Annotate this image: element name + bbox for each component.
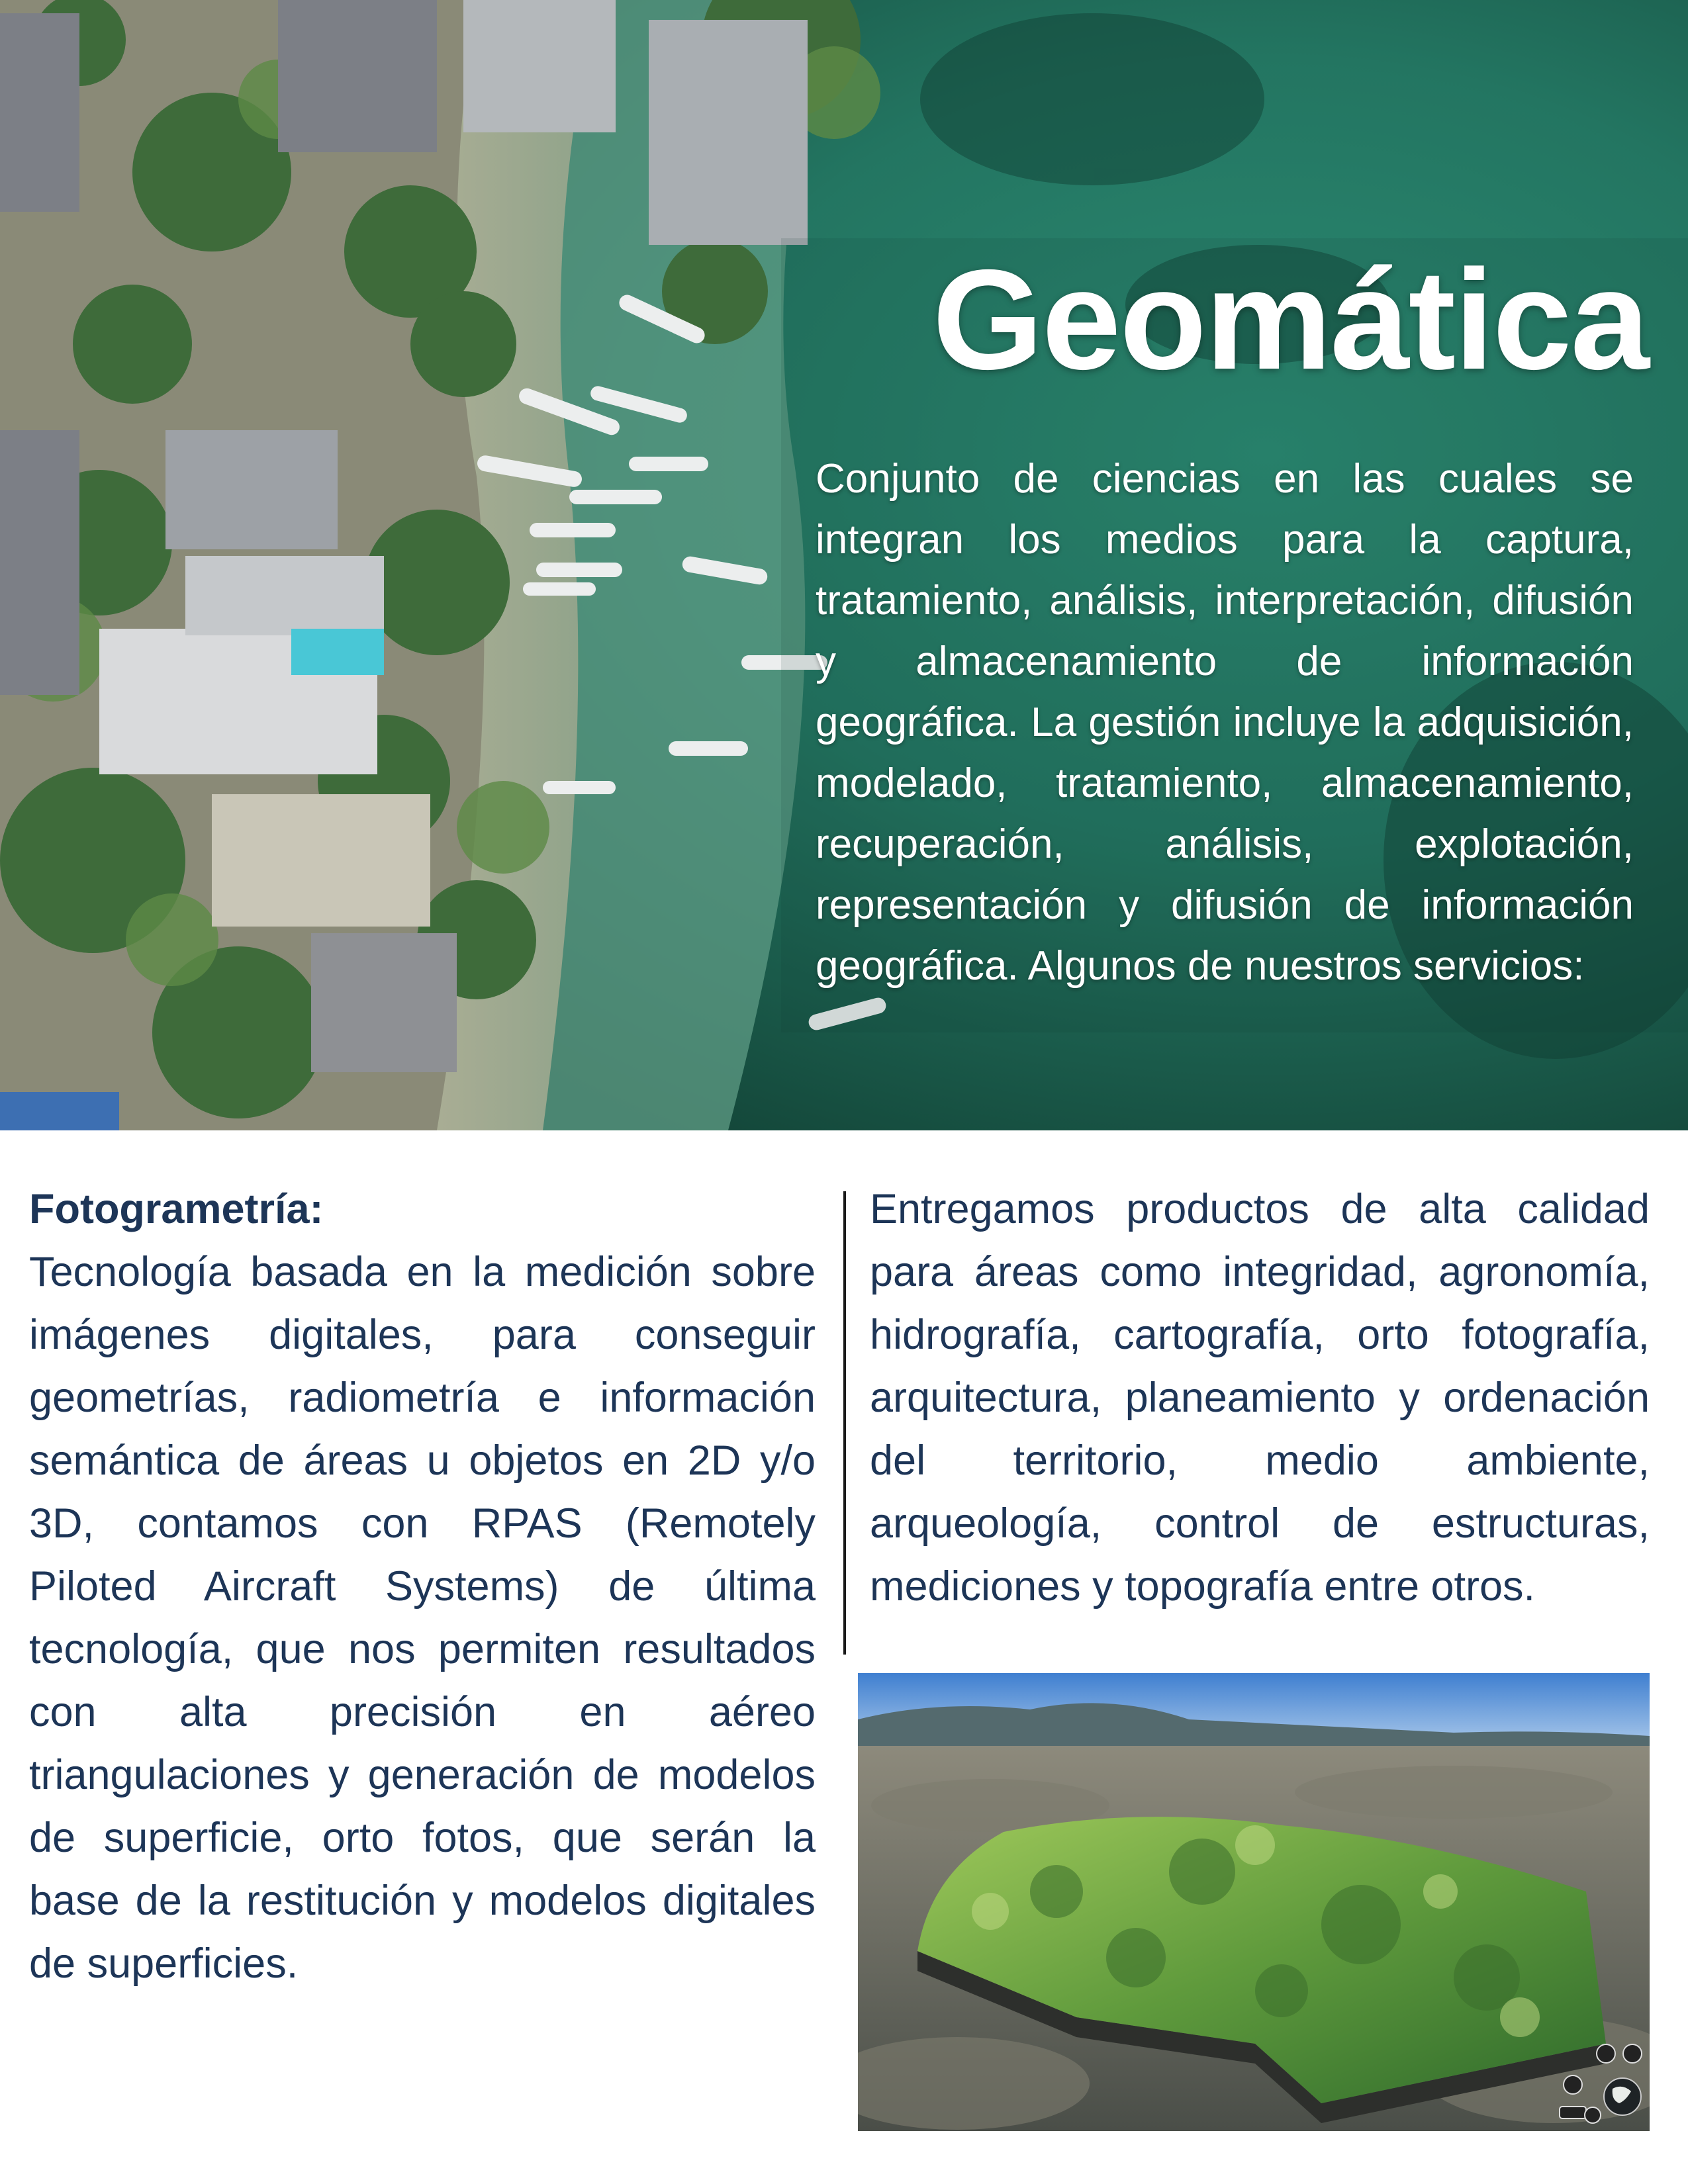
globe-icon — [1604, 2078, 1641, 2115]
terrain-illustration — [858, 1673, 1650, 2131]
hero-description: Conjunto de ciencias en las cuales se integran los medios para la captura, tratamiento, análisis, interpretación, difusión y almacenamiento de información geográfica. La gestión incluye la adquisición, modelado, tratamiento, almacenamiento, recuperación, análisis, explotación, representación y difusión de información geográfica. Algunos de nuestros servicios: — [816, 456, 1634, 989]
section-body: Tecnología basada en la medición sobre imágenes digitales, para conseguir geometrías, radiometría e información semántica de áreas u objetos en 2D y/o 3D, contamos con RPAS (Remotely Piloted Aircraft Systems) de última tecnología, que nos permiten resultados con alta precisión en aéreo triangulaciones y generación de modelos de superficie, orto fotos, que serán la base de la restitución y modelos digitales de superficies. — [29, 1249, 816, 1987]
section-heading: Fotogrametría: — [29, 1186, 324, 1232]
page-title: Geomática — [932, 240, 1648, 399]
productos-section — [870, 1178, 1650, 1618]
productos-body: Entregamos productos de alta calidad para áreas como integridad, agronomía, hidrografía, cartografía, orto fotografía, arquitectura, planeamiento y ordenación del territorio, medio ambiente, arqueología, control de estructuras, mediciones y topografía entre otros. — [870, 1186, 1650, 1610]
fotogrametria-section — [29, 1178, 816, 1995]
terrain-3d-model-image — [858, 1673, 1650, 2131]
column-divider — [843, 1191, 846, 1655]
